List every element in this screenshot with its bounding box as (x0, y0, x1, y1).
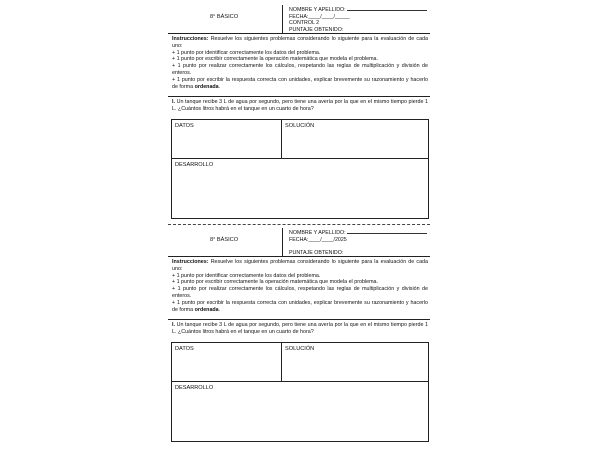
control-label: CONTROL 2 (289, 20, 320, 26)
score-field[interactable]: PUNTAJE OBTENIDO: (289, 26, 344, 33)
header-bottom-rule (168, 33, 430, 34)
student-fields (289, 6, 427, 33)
datos-label: DATOS (175, 123, 194, 129)
solucion-label: SOLUCIÓN (285, 123, 315, 129)
datos-label: DATOS (175, 346, 194, 352)
instructions-intro: Resuelve los siguientes problemas considerando lo siguiente para la evaluación de cada uno: (172, 259, 428, 272)
criterion-item: + 1 punto por escribir correctamente la operación matemática que modela el problema. (172, 279, 378, 286)
solucion-label: SOLUCIÓN (285, 346, 315, 352)
student-fields (289, 229, 427, 256)
criterion-item: + 1 punto por escribir la respuesta correcta con unidades, explicar brevemente su razonamiento y hacerlo de forma ordenada. (172, 76, 428, 90)
sheet-header (168, 228, 430, 256)
instructions-intro: Resuelve los siguientes problemas considerando lo siguiente para la evaluación de cada uno: (172, 36, 428, 49)
criterion-item: + 1 punto por escribir correctamente la operación matemática que modela el problema. (172, 56, 378, 63)
criterion-item: + 1 punto por identificar correctamente los datos del problema. (172, 49, 321, 56)
instructions-block (172, 36, 428, 90)
sheet-header (168, 5, 430, 33)
date-field[interactable]: FECHA:____/____/_____ (289, 13, 350, 20)
header-divider (282, 228, 283, 256)
criterion-item: + 1 punto por escribir la respuesta correcta con unidades, explicar brevemente su razonamiento y hacerlo de forma ordenada. (172, 299, 428, 313)
problem-number: I. (172, 99, 175, 105)
grade-label: 8° BÁSICO (210, 237, 239, 243)
instructions-bottom-rule (168, 319, 430, 320)
criterion-item: + 1 punto por realizar correctamente los cálculos, respetando las reglas de multiplicación y división de enteros. (172, 63, 428, 76)
evaluation-sheet-2 (168, 228, 430, 443)
cut-line (168, 224, 430, 225)
desarrollo-label: DESARROLLO (175, 385, 214, 391)
evaluation-sheet-1 (168, 5, 430, 220)
problem-statement (172, 99, 428, 113)
grade-label: 8° BÁSICO (210, 14, 239, 20)
name-field[interactable]: NOMBRE Y APELLIDO: (289, 6, 427, 14)
instructions-bottom-rule (168, 96, 430, 97)
problem-text: Un tanque recibe 3 L de agua por segundo, pero tiene una avería por la que en el mismo tiempo pierde 1 L. ¿Cuántos litros habrá en el tanque en un cuarto de hora? (172, 99, 428, 112)
problem-number: I. (172, 322, 175, 328)
header-divider (282, 5, 283, 33)
problem-statement (172, 322, 428, 336)
problem-text: Un tanque recibe 3 L de agua por segundo, pero tiene una avería por la que en el mismo tiempo pierde 1 L. ¿Cuántos litros habrá en el tanque en un cuarto de hora? (172, 322, 428, 335)
instructions-title: Instrucciones: (172, 36, 209, 42)
instructions-title: Instrucciones: (172, 259, 209, 265)
date-field[interactable]: FECHA:____/____/2025 (289, 236, 347, 243)
name-field[interactable]: NOMBRE Y APELLIDO: (289, 229, 427, 237)
criterion-item: + 1 punto por realizar correctamente los cálculos, respetando las reglas de multiplicación y división de enteros. (172, 286, 428, 299)
header-bottom-rule (168, 256, 430, 257)
desarrollo-label: DESARROLLO (175, 162, 214, 168)
instructions-block (172, 259, 428, 313)
score-field[interactable]: PUNTAJE OBTENIDO: (289, 249, 344, 256)
criterion-item: + 1 punto por identificar correctamente los datos del problema. (172, 272, 321, 279)
